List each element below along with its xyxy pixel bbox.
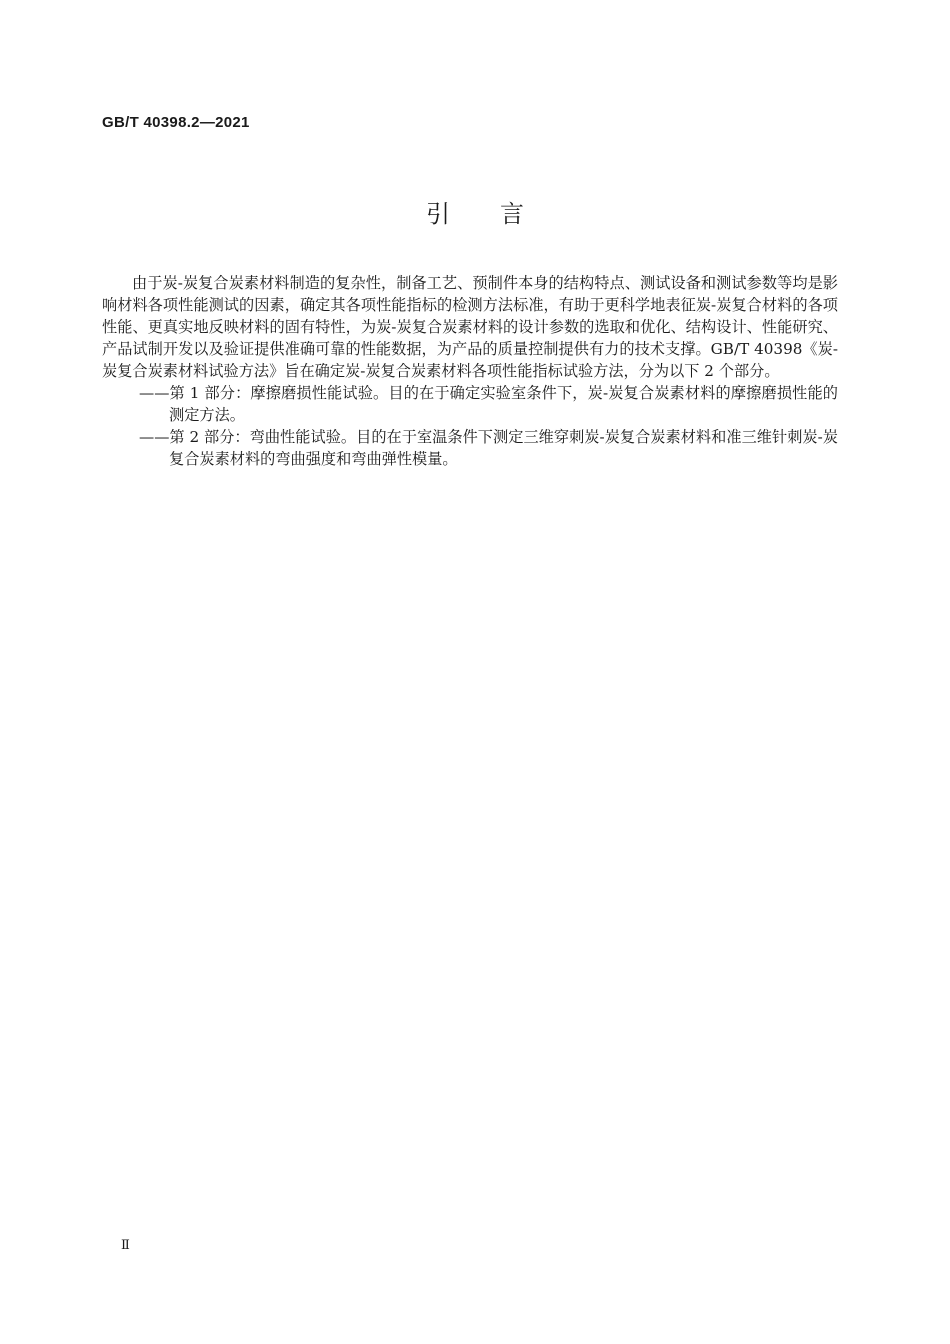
intro-paragraph: 由于炭-炭复合炭素材料制造的复杂性，制备工艺、预制件本身的结构特点、测试设备和测试参数等均是影响材料各项性能测试的因素，确定其各项性能指标的检测方法标准，有助于更科学地表征炭-炭复合材料的各项性能、更真实地反映材料的固有特性，为炭-炭复合炭素材料的设计参数的选取和优化、结构设计、性能研究、产品试制开发以及验证提供准确可靠的性能数据，为产品的质量控制提供有力的技术支撑。GB/T 40398《炭-炭复合炭素材料试验方法》旨在确定炭-炭复合炭素材料各项性能指标试验方法，分为以下 2 个部分。 xyxy=(102,274,838,380)
main-content xyxy=(102,272,838,470)
page-number: Ⅱ xyxy=(121,1238,130,1253)
list-item-part-2: ——第 2 部分：弯曲性能试验。目的在于室温条件下测定三维穿刺炭-炭复合炭素材料和准三维针刺炭-炭复合炭素材料的弯曲强度和弯曲弹性模量。 xyxy=(139,428,838,468)
list-item-part-1: ——第 1 部分：摩擦磨损性能试验。目的在于确定实验室条件下，炭-炭复合炭素材料的摩擦磨损性能的测定方法。 xyxy=(139,384,838,424)
page-title: 引言 xyxy=(426,200,574,228)
standard-code: GB/T 40398.2—2021 xyxy=(102,114,250,131)
